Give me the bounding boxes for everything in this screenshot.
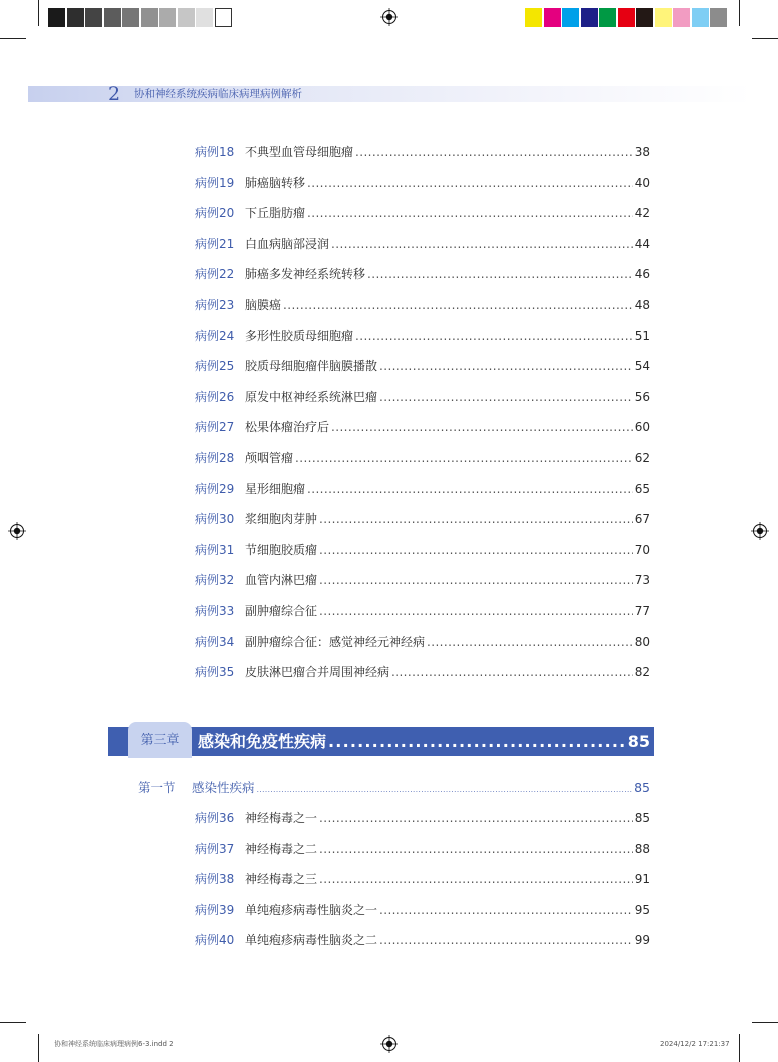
section-title: 感染性疾病 — [192, 780, 255, 795]
crop-mark — [739, 1034, 740, 1062]
registration-mark-icon — [8, 522, 26, 540]
crop-mark — [38, 0, 39, 26]
leader-dots — [379, 389, 633, 405]
page-number: 85 — [634, 811, 650, 825]
leader-dots — [307, 481, 633, 497]
registration-mark-icon — [751, 522, 769, 540]
entry-title: 副肿瘤综合征 — [245, 604, 318, 618]
page-number: 42 — [634, 206, 650, 221]
gray-swatch — [85, 8, 102, 27]
case-label: 病例40 — [195, 933, 235, 948]
leader-dots — [307, 205, 633, 221]
chapter-title: 感染和免疫性疾病 — [198, 732, 327, 751]
crop-mark — [0, 1022, 26, 1023]
entry-title: 松果体瘤治疗后 — [245, 420, 330, 435]
case-label: 病例21 — [195, 236, 235, 251]
toc-entry[interactable] — [195, 297, 650, 313]
entry-title: 肺癌多发神经系统转移 — [245, 267, 366, 282]
entry-title: 星形细胞瘤 — [245, 481, 306, 496]
color-swatch — [710, 8, 727, 27]
leader-dots — [328, 731, 626, 753]
case-label: 病例36 — [195, 811, 235, 825]
gray-swatch — [104, 8, 121, 27]
entry-title: 神经梅毒之一 — [245, 811, 318, 825]
gray-swatch — [196, 8, 213, 27]
leader-dots — [355, 328, 633, 344]
leader-dots — [379, 932, 633, 948]
page-number: 62 — [634, 451, 650, 465]
case-label: 病例32 — [195, 573, 235, 588]
color-swatch — [673, 8, 690, 27]
entry-title: 副肿瘤综合征：感觉神经元神经病 — [245, 634, 426, 649]
case-label: 病例24 — [195, 328, 235, 343]
entry-title: 神经梅毒之三 — [245, 872, 318, 887]
page-number: 70 — [634, 542, 650, 557]
entry-title: 胶质母细胞瘤伴脑膜播散 — [245, 359, 378, 374]
gray-swatch — [215, 8, 232, 27]
page-number: 60 — [634, 420, 650, 435]
case-label: 病例25 — [195, 359, 235, 374]
leader-dots — [427, 634, 633, 650]
case-label: 病例33 — [195, 604, 235, 618]
case-label: 病例30 — [195, 512, 235, 527]
toc-entry[interactable] — [195, 389, 650, 405]
toc-entry[interactable] — [195, 542, 650, 558]
footer-file-name: 协和神经系统临床病理病例6-3.indd 2 — [54, 1040, 174, 1048]
case-label: 病例20 — [195, 206, 235, 221]
entry-title: 不典型血管母细胞瘤 — [245, 145, 354, 159]
page-number: 91 — [634, 872, 650, 887]
page-number: 88 — [634, 841, 650, 856]
entry-title: 颅咽管瘤 — [245, 451, 294, 465]
page-number: 67 — [634, 512, 650, 527]
entry-title: 浆细胞肉芽肿 — [245, 512, 318, 527]
chapter-label: 第三章 — [140, 733, 180, 748]
color-swatch — [562, 8, 579, 27]
toc-entry[interactable] — [195, 572, 650, 588]
section-heading[interactable] — [138, 780, 650, 798]
toc-entry[interactable] — [195, 932, 650, 948]
leader-dots — [379, 902, 633, 918]
page-number: 95 — [634, 902, 650, 917]
registration-mark-icon — [380, 1035, 398, 1053]
crop-mark — [38, 1034, 39, 1062]
running-title: 协和神经系统疾病临床病理病例解析 — [134, 88, 302, 100]
color-swatch — [618, 8, 635, 27]
gray-swatch — [48, 8, 65, 27]
toc-entry[interactable] — [195, 450, 650, 466]
toc-entry[interactable] — [195, 175, 650, 191]
case-label: 病例38 — [195, 872, 235, 887]
leader-dots — [331, 419, 633, 435]
page-number: 51 — [634, 328, 650, 343]
toc-entry[interactable] — [195, 328, 650, 344]
page-number: 38 — [634, 145, 650, 159]
toc-entry[interactable] — [195, 358, 650, 374]
leader-dots — [257, 782, 633, 798]
entry-title: 原发中枢神经系统淋巴瘤 — [245, 389, 378, 404]
color-swatch — [655, 8, 672, 27]
page-number: 48 — [634, 298, 650, 312]
chapter-page-number: 85 — [627, 732, 650, 751]
color-swatch — [692, 8, 709, 27]
toc-entry[interactable] — [195, 871, 650, 887]
page-number: 54 — [634, 359, 650, 374]
toc-entry[interactable] — [195, 902, 650, 918]
gray-swatch — [67, 8, 84, 27]
page-number: 2 — [108, 83, 121, 105]
leader-dots — [319, 572, 633, 588]
entry-title: 节细胞胶质瘤 — [245, 542, 318, 557]
gray-swatch — [122, 8, 139, 27]
toc-entry[interactable] — [195, 603, 650, 619]
leader-dots — [319, 603, 633, 619]
leader-dots — [367, 266, 633, 282]
color-swatch — [525, 8, 542, 27]
entry-title: 血管内淋巴瘤 — [245, 573, 318, 588]
page-number: 44 — [634, 236, 650, 251]
page-number: 46 — [634, 267, 650, 282]
page-number: 40 — [634, 175, 650, 190]
toc-entry[interactable] — [195, 841, 650, 857]
leader-dots — [379, 358, 633, 374]
leader-dots — [391, 664, 633, 680]
leader-dots — [355, 144, 633, 160]
entry-title: 皮肤淋巴瘤合并周围神经病 — [245, 665, 390, 680]
registration-mark-icon — [380, 8, 398, 26]
color-swatch — [599, 8, 616, 27]
entry-title: 白血病脑部浸润 — [245, 236, 330, 251]
crop-mark — [739, 0, 740, 26]
case-label: 病例23 — [195, 298, 235, 312]
gray-swatch — [141, 8, 158, 27]
case-label: 病例35 — [195, 665, 235, 680]
leader-dots — [283, 297, 633, 313]
toc-entry[interactable] — [195, 266, 650, 282]
entry-title: 神经梅毒之二 — [245, 841, 318, 856]
case-label: 病例39 — [195, 902, 235, 917]
case-label: 病例28 — [195, 451, 235, 465]
case-label: 病例34 — [195, 634, 235, 649]
crop-mark — [0, 38, 26, 39]
leader-dots — [319, 542, 633, 558]
crop-mark — [752, 1022, 778, 1023]
entry-title: 单纯疱疹病毒性脑炎之二 — [245, 933, 378, 948]
gray-swatch — [159, 8, 176, 27]
entry-title: 多形性胶质母细胞瘤 — [245, 328, 354, 343]
toc-entry[interactable] — [195, 664, 650, 680]
case-label: 病例29 — [195, 481, 235, 496]
leader-dots — [331, 236, 633, 252]
gray-swatch — [178, 8, 195, 27]
color-swatch — [636, 8, 653, 27]
toc-entry[interactable] — [195, 511, 650, 527]
leader-dots — [319, 810, 633, 826]
color-swatch — [581, 8, 598, 27]
chapter-heading[interactable] — [198, 731, 650, 753]
section-page-number: 85 — [634, 780, 650, 795]
toc-entry[interactable] — [195, 634, 650, 650]
entry-title: 肺癌脑转移 — [245, 175, 306, 190]
toc-entry[interactable] — [195, 481, 650, 497]
case-label: 病例18 — [195, 145, 235, 159]
case-label: 病例26 — [195, 389, 235, 404]
crop-mark — [752, 38, 778, 39]
case-label: 病例19 — [195, 175, 235, 190]
leader-dots — [319, 871, 633, 887]
footer-timestamp: 2024/12/2 17:21:37 — [660, 1040, 730, 1048]
leader-dots — [307, 175, 633, 191]
page-number: 99 — [634, 933, 650, 948]
toc-entry[interactable] — [195, 419, 650, 435]
case-label: 病例27 — [195, 420, 235, 435]
entry-title: 单纯疱疹病毒性脑炎之一 — [245, 902, 378, 917]
page-number: 56 — [634, 389, 650, 404]
page-number: 73 — [634, 573, 650, 588]
entry-title: 脑膜癌 — [245, 298, 282, 312]
section-label: 第一节 — [138, 780, 176, 795]
toc-entry[interactable] — [195, 205, 650, 221]
entry-title: 下丘脂肪瘤 — [245, 206, 306, 221]
color-swatch — [544, 8, 561, 27]
case-label: 病例37 — [195, 841, 235, 856]
leader-dots — [319, 511, 633, 527]
toc-entry[interactable] — [195, 144, 650, 160]
toc-entry[interactable] — [195, 236, 650, 252]
page-number: 80 — [634, 634, 650, 649]
toc-entry[interactable] — [195, 810, 650, 826]
leader-dots — [295, 450, 633, 466]
case-label: 病例31 — [195, 542, 235, 557]
leader-dots — [319, 841, 633, 857]
page-number: 77 — [634, 604, 650, 618]
case-label: 病例22 — [195, 267, 235, 282]
page-number: 65 — [634, 481, 650, 496]
page-number: 82 — [634, 665, 650, 680]
